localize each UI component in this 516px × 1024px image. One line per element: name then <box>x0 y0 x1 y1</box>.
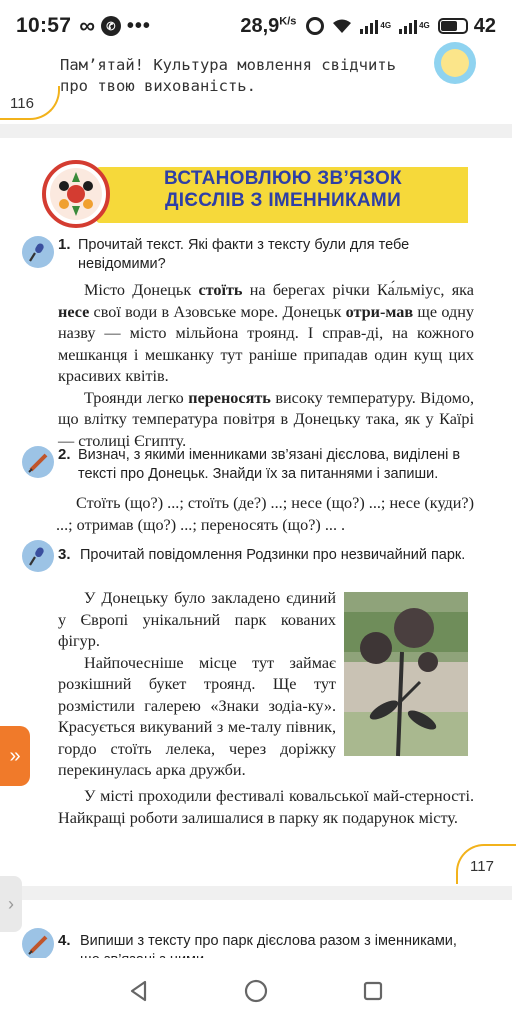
task-3-instruction: Прочитай повідомлення Родзинки про незвичайний парк. <box>80 547 466 563</box>
park-text-part-1 <box>58 588 336 782</box>
park-paragraph-2: Найпочесніше місце тут займає розкішний букет троянд. Ще тут розмістили галерею «Знаки зодіа-ку». Красується викуваний з ме-талу півник, гордо стоїть лелека, через доріжку перекинулась арка дружби. <box>58 653 336 779</box>
task-1-number: 1. <box>58 236 71 253</box>
status-time: 10:57 <box>16 14 72 37</box>
microphone-icon-2 <box>22 540 54 572</box>
back-button[interactable] <box>124 976 154 1006</box>
status-bar <box>0 0 512 52</box>
task-2-exercise-text: Стоїть (що?) ...; стоїть (де?) ...; несе (що?) ...; несе (куди?) ...; отримав (що?) ...; переносять (що?) ... . <box>56 494 474 534</box>
ornament-emblem-icon <box>42 160 110 228</box>
signal-icon-2 <box>399 18 417 34</box>
wifi-icon <box>332 18 352 34</box>
park-paragraph-1: У Донецьку було закладено єдиний у Європі унікальний парк кованих фігур. <box>58 589 336 650</box>
recents-square-icon <box>361 979 385 1003</box>
signal-icon <box>360 18 378 34</box>
pencil-icon-2 <box>22 928 54 960</box>
network-type-2: 4G <box>419 21 430 30</box>
microphone-icon <box>22 236 54 268</box>
reminder-text: Пам’ятай! Культура мовлення свідчить про твою вихованість. <box>60 56 396 95</box>
task-4-instruction: Випиши з тексту про парк дієслова разом з іменниками, <box>80 933 457 949</box>
home-button[interactable] <box>241 976 271 1006</box>
network-speed <box>240 15 296 38</box>
task-2-exercise <box>56 492 474 536</box>
donetsk-text <box>58 280 474 452</box>
network-speed-unit: K/s <box>279 14 297 27</box>
infinity-icon: ∞ <box>79 13 95 38</box>
side-scroll-handle[interactable]: › <box>0 876 22 932</box>
back-triangle-icon <box>127 979 151 1003</box>
page-divider-2 <box>0 886 512 900</box>
pencil-icon <box>22 446 54 478</box>
task-4-number: 4. <box>58 932 71 949</box>
page-number-116: 116 <box>10 95 34 112</box>
task-3-number: 3. <box>58 546 71 563</box>
recents-button[interactable] <box>358 976 388 1006</box>
donetsk-paragraph-1: Місто Донецьк стоїть на берегах річки Ка́льміус, яка несе свої води в Азовське море. Донецьк отри-мав ще одну назву — місто мільйона троянд. І справ-ді, на кожного мешканця і мешканку тут раніше припадав один кущ цих красивих квітів. <box>58 281 474 385</box>
section-title-line-2: ДІЄСЛІВ З ІМЕННИКАМИ <box>164 190 402 211</box>
park-paragraph-3: У місті проходили фестивалі ковальської май-стерності. Найкращі роботи залишалися в парку як подарунок місту. <box>58 787 474 827</box>
task-1-instruction: Прочитай текст. Які факти з тексту були для тебе невідомими? <box>78 237 410 272</box>
home-circle-icon <box>243 978 269 1004</box>
alarm-icon <box>306 17 324 35</box>
messenger-icon: ✆ <box>101 16 121 36</box>
battery-icon <box>438 18 468 34</box>
task-2-instruction: Визнач, з якими іменниками зв’язані дієслова, виділені в тексті про Донецьк. Знайди їх за питаннями і запиши. <box>78 447 461 482</box>
section-title-line-1: ВСТАНОВЛЮЮ ЗВ’ЯЗОК <box>164 168 402 189</box>
page-number-117: 117 <box>470 858 494 875</box>
donetsk-paragraph-2: Троянди легко переносять високу температуру. Відомо, що влітку температура повітря в Донецьку така, як у Каїрі — столиці Єгипту. <box>58 388 475 450</box>
forged-roses-photo <box>344 592 468 756</box>
network-type: 4G <box>380 21 392 30</box>
android-navigation-bar <box>0 958 512 1024</box>
task-2-number: 2. <box>58 446 71 463</box>
park-text-part-2 <box>58 786 474 829</box>
expand-panel-button[interactable]: » <box>0 726 30 786</box>
battery-level: 42 <box>473 14 496 37</box>
more-notifications-icon: ••• <box>126 14 151 37</box>
smiley-icon <box>434 42 476 84</box>
page-divider <box>0 124 512 138</box>
network-speed-value: 28,9 <box>240 14 280 37</box>
section-title <box>148 168 418 212</box>
